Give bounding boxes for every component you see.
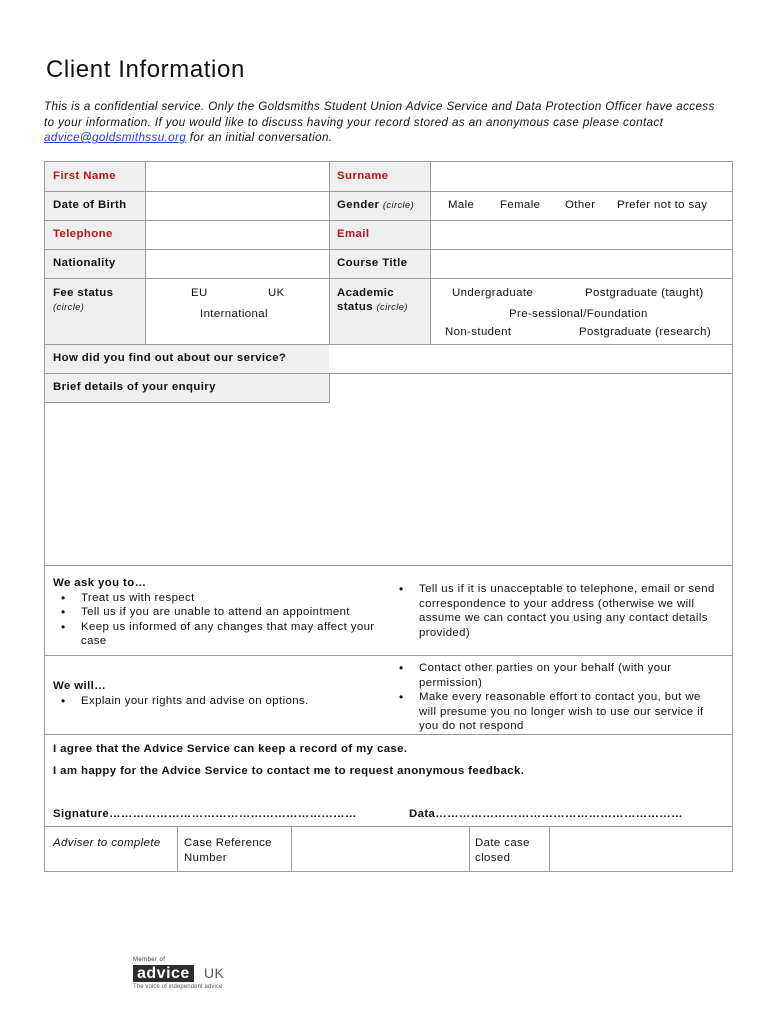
fee-status-label: Fee status bbox=[53, 287, 114, 299]
find-out-label: How did you find out about our service? bbox=[53, 352, 287, 364]
adviser-label: Adviser to complete bbox=[53, 837, 161, 849]
surname-field[interactable] bbox=[431, 163, 731, 190]
intro-after: for an initial conversation. bbox=[186, 131, 333, 144]
signature-line[interactable]: Signature……………………………………………………… bbox=[53, 808, 357, 820]
label-column-left bbox=[45, 162, 145, 344]
advice-uk-logo bbox=[133, 957, 243, 993]
academic-option-non-student[interactable]: Non-student bbox=[445, 326, 512, 338]
first-name-label: First Name bbox=[53, 170, 116, 182]
fee-status-hint: (circle) bbox=[53, 301, 85, 312]
case-ref-field[interactable] bbox=[292, 827, 468, 871]
academic-option-pg-taught[interactable]: Postgraduate (taught) bbox=[585, 287, 704, 299]
academic-hint: (circle) bbox=[376, 301, 408, 312]
nationality-field[interactable] bbox=[146, 250, 328, 277]
label-column-mid bbox=[330, 162, 430, 344]
nationality-label: Nationality bbox=[53, 257, 116, 269]
ask-item: • Tell us if you are unable to attend an appointment bbox=[53, 605, 383, 620]
gender-option-male[interactable]: Male bbox=[448, 199, 475, 211]
intro-text bbox=[44, 99, 724, 146]
ask-item: • Tell us if it is unacceptable to telephone, email or send correspondence to your address (otherwise we will assume we can contact you using any contact details provided) bbox=[391, 582, 731, 640]
will-item: • Make every reasonable effort to contact you, but we will presume you no longer wish to use our service if you do not respond bbox=[391, 690, 721, 734]
ask-heading: We ask you to… bbox=[53, 577, 147, 589]
dob-field[interactable] bbox=[146, 192, 328, 219]
gender-hint: (circle) bbox=[382, 199, 415, 210]
gender-label: Gender (circle) bbox=[337, 199, 415, 211]
academic-option-presessional[interactable]: Pre-sessional/Foundation bbox=[509, 308, 648, 320]
telephone-field[interactable] bbox=[146, 221, 328, 248]
gender-option-other[interactable]: Other bbox=[565, 199, 596, 211]
academic-status-label-2: status (circle) bbox=[337, 301, 408, 313]
will-item: • Contact other parties on your behalf (with your permission) bbox=[391, 661, 721, 690]
surname-label: Surname bbox=[337, 170, 389, 182]
gender-option-female[interactable]: Female bbox=[500, 199, 541, 211]
will-heading: We will… bbox=[53, 680, 106, 692]
consent-record: I agree that the Advice Service can keep a record of my case. bbox=[53, 743, 408, 755]
intro-before: This is a confidential service. Only the Goldsmiths Student Union Advice Service and Data Protection Officer have access to your information. If you would like to discuss having your record stored as an anonymous case please contact bbox=[44, 100, 715, 129]
date-closed-field[interactable] bbox=[550, 827, 731, 871]
email-label: Email bbox=[337, 228, 370, 240]
first-name-field[interactable] bbox=[146, 163, 328, 190]
gender-option-prefer-not[interactable]: Prefer not to say bbox=[617, 199, 708, 211]
course-title-field[interactable] bbox=[431, 250, 731, 277]
will-section-left bbox=[53, 679, 383, 708]
case-ref-label: Case Reference Number bbox=[184, 837, 272, 864]
ask-item: • Treat us with respect bbox=[53, 591, 383, 606]
logo-member-of: Member of bbox=[133, 957, 166, 963]
enquiry-field[interactable] bbox=[46, 403, 731, 564]
logo-advice: advice bbox=[133, 965, 194, 982]
fee-option-eu[interactable]: EU bbox=[191, 287, 208, 299]
ask-section-left bbox=[53, 576, 383, 649]
consent-feedback: I am happy for the Advice Service to contact me to request anonymous feedback. bbox=[53, 765, 525, 777]
ask-section-right bbox=[391, 582, 731, 640]
ask-item: • Keep us informed of any changes that may affect your case bbox=[53, 620, 383, 649]
find-out-field[interactable] bbox=[330, 345, 731, 372]
page-title: Client Information bbox=[46, 56, 245, 83]
will-section-right bbox=[391, 661, 721, 734]
telephone-label: Telephone bbox=[53, 228, 113, 240]
date-line[interactable]: Data……………………………………………………… bbox=[409, 808, 683, 820]
academic-option-pg-research[interactable]: Postgraduate (research) bbox=[579, 326, 712, 338]
client-form bbox=[44, 161, 733, 872]
logo-tagline: The voice of independent advice bbox=[133, 984, 223, 990]
academic-option-undergraduate[interactable]: Undergraduate bbox=[452, 287, 534, 299]
advice-email-link[interactable]: advice@goldsmithssu.org bbox=[44, 131, 187, 144]
fee-option-uk[interactable]: UK bbox=[268, 287, 285, 299]
academic-status-label: Academic bbox=[337, 287, 395, 299]
dob-label: Date of Birth bbox=[53, 199, 127, 211]
date-closed-label: Date case closed bbox=[475, 837, 530, 864]
fee-option-international[interactable]: International bbox=[200, 308, 268, 320]
course-title-label: Course Title bbox=[337, 257, 408, 269]
email-field[interactable] bbox=[431, 221, 731, 248]
logo-uk: UK bbox=[204, 965, 225, 981]
enquiry-label: Brief details of your enquiry bbox=[53, 381, 216, 393]
will-item: • Explain your rights and advise on options. bbox=[53, 694, 383, 709]
